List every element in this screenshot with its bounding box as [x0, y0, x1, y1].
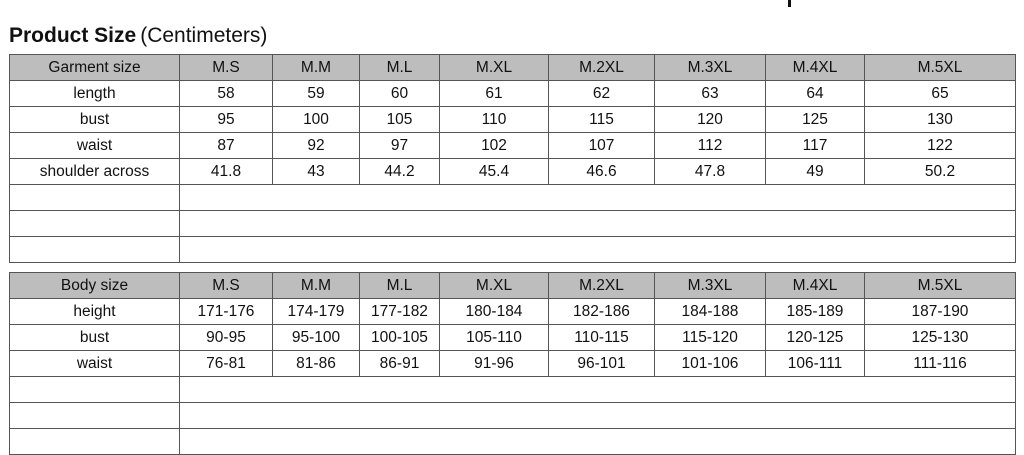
table-cell: 120 — [655, 107, 766, 133]
table-cell: 111-116 — [865, 351, 1016, 377]
header-cell: M.M — [273, 273, 360, 299]
table-cell: 49 — [766, 159, 865, 185]
header-cell: M.2XL — [549, 273, 655, 299]
table-cell: 43 — [273, 159, 360, 185]
table-row — [10, 81, 1016, 107]
body-size-table — [9, 272, 1016, 455]
table-cell: 107 — [549, 133, 655, 159]
table-row — [10, 159, 1016, 185]
table-cell: 91-96 — [440, 351, 549, 377]
empty-row — [10, 377, 1016, 403]
empty-cell — [10, 403, 180, 429]
table-cell: 122 — [865, 133, 1016, 159]
top-edge-mark — [788, 0, 791, 7]
table-header-row — [10, 273, 1016, 299]
table-cell: 76-81 — [180, 351, 273, 377]
table-cell: 44.2 — [360, 159, 440, 185]
empty-cell — [10, 185, 180, 211]
table-cell: 86-91 — [360, 351, 440, 377]
empty-cell-wide — [180, 403, 1016, 429]
table-cell: 171-176 — [180, 299, 273, 325]
header-cell: M.L — [360, 55, 440, 81]
table-cell: 105-110 — [440, 325, 549, 351]
table-cell: 100 — [273, 107, 360, 133]
header-cell: M.M — [273, 55, 360, 81]
table-cell: 184-188 — [655, 299, 766, 325]
title-main: Product Size — [9, 24, 137, 47]
empty-row — [10, 429, 1016, 455]
table-cell: 47.8 — [655, 159, 766, 185]
table-cell: 100-105 — [360, 325, 440, 351]
empty-cell-wide — [180, 429, 1016, 455]
table-cell: 41.8 — [180, 159, 273, 185]
row-label: length — [10, 81, 180, 107]
table-cell: 105 — [360, 107, 440, 133]
table-cell: 63 — [655, 81, 766, 107]
row-label: height — [10, 299, 180, 325]
empty-row — [10, 403, 1016, 429]
row-label: waist — [10, 133, 180, 159]
empty-cell — [10, 237, 180, 263]
table-header-row — [10, 55, 1016, 81]
table-cell: 95-100 — [273, 325, 360, 351]
table-cell: 95 — [180, 107, 273, 133]
header-cell: M.5XL — [865, 55, 1016, 81]
header-cell: M.4XL — [766, 273, 865, 299]
header-cell: M.5XL — [865, 273, 1016, 299]
table-cell: 58 — [180, 81, 273, 107]
table-cell: 45.4 — [440, 159, 549, 185]
page-title — [9, 23, 267, 49]
table-cell: 130 — [865, 107, 1016, 133]
empty-cell — [10, 211, 180, 237]
table-cell: 177-182 — [360, 299, 440, 325]
table-cell: 92 — [273, 133, 360, 159]
header-cell: M.L — [360, 273, 440, 299]
table-cell: 50.2 — [865, 159, 1016, 185]
table-cell: 106-111 — [766, 351, 865, 377]
table-cell: 62 — [549, 81, 655, 107]
header-cell: Garment size — [10, 55, 180, 81]
table-cell: 102 — [440, 133, 549, 159]
table-cell: 110 — [440, 107, 549, 133]
table-cell: 110-115 — [549, 325, 655, 351]
header-cell: Body size — [10, 273, 180, 299]
table-cell: 115 — [549, 107, 655, 133]
table-cell: 90-95 — [180, 325, 273, 351]
empty-cell-wide — [180, 211, 1016, 237]
table-cell: 125 — [766, 107, 865, 133]
table-cell: 46.6 — [549, 159, 655, 185]
table-cell: 60 — [360, 81, 440, 107]
table-cell: 101-106 — [655, 351, 766, 377]
row-label: bust — [10, 107, 180, 133]
empty-row — [10, 237, 1016, 263]
row-label: waist — [10, 351, 180, 377]
title-unit: (Centimeters) — [140, 24, 268, 47]
table-cell: 120-125 — [766, 325, 865, 351]
table-row — [10, 133, 1016, 159]
header-cell: M.XL — [440, 55, 549, 81]
table-cell: 117 — [766, 133, 865, 159]
table-cell: 185-189 — [766, 299, 865, 325]
table-cell: 64 — [766, 81, 865, 107]
table-cell: 125-130 — [865, 325, 1016, 351]
empty-cell-wide — [180, 185, 1016, 211]
table-cell: 115-120 — [655, 325, 766, 351]
empty-cell-wide — [180, 237, 1016, 263]
table-cell: 87 — [180, 133, 273, 159]
empty-row — [10, 185, 1016, 211]
table-row — [10, 325, 1016, 351]
empty-cell — [10, 377, 180, 403]
table-cell: 182-186 — [549, 299, 655, 325]
table-cell: 61 — [440, 81, 549, 107]
header-cell: M.S — [180, 55, 273, 81]
table-row — [10, 351, 1016, 377]
table-cell: 180-184 — [440, 299, 549, 325]
table-cell: 65 — [865, 81, 1016, 107]
table-cell: 187-190 — [865, 299, 1016, 325]
header-cell: M.3XL — [655, 273, 766, 299]
row-label: bust — [10, 325, 180, 351]
table-cell: 112 — [655, 133, 766, 159]
table-cell: 97 — [360, 133, 440, 159]
table-cell: 59 — [273, 81, 360, 107]
header-cell: M.3XL — [655, 55, 766, 81]
empty-cell — [10, 429, 180, 455]
table-row — [10, 107, 1016, 133]
empty-row — [10, 211, 1016, 237]
header-cell: M.2XL — [549, 55, 655, 81]
row-label: shoulder across — [10, 159, 180, 185]
header-cell: M.4XL — [766, 55, 865, 81]
table-cell: 174-179 — [273, 299, 360, 325]
header-cell: M.XL — [440, 273, 549, 299]
header-cell: M.S — [180, 273, 273, 299]
table-row — [10, 299, 1016, 325]
table-cell: 96-101 — [549, 351, 655, 377]
table-cell: 81-86 — [273, 351, 360, 377]
empty-cell-wide — [180, 377, 1016, 403]
garment-size-table — [9, 54, 1016, 263]
